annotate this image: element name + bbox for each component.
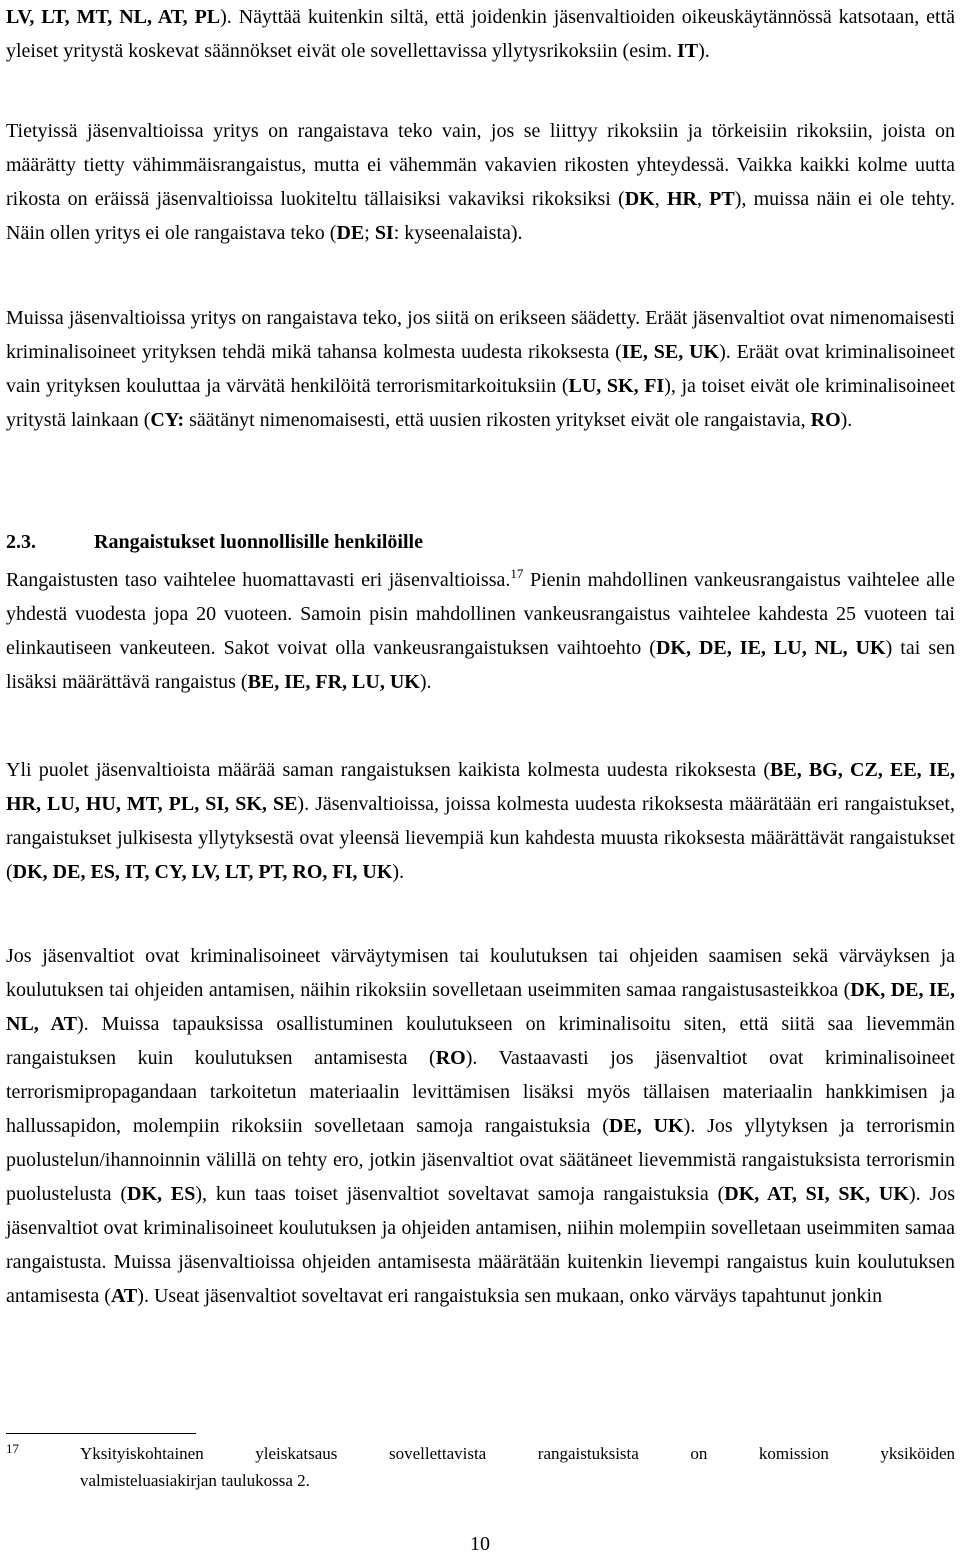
page-number: 10 [470,1533,490,1555]
text-run: ). Jäsenvaltioissa, joissa kolmesta uudesta rikoksesta määrätään eri rangaistukset, rangaistukset julkisesta yllytyksestä ovat yleensä lievempiä kun kahdesta muusta rikoksesta määrättävät rangaistukset ( [6,793,955,883]
text-run: ), ja toiset eivät ole kriminalisoineet yritystä lainkaan ( [6,375,955,431]
country-codes: AT [110,1285,138,1307]
footnote-mark: 17 [6,1441,19,1456]
text-run: ). Vastaavasti jos jäsenvaltiot ovat kriminalisoineet terrorismipropagandaan tarkoitetun materiaalin levittämisen lisäksi myös tällaisen materiaalin hankkimisen ja hallussapidon, molempiin rikoksiin sovelletaan samoja rangaistuksia ( [6,1047,955,1137]
text-run: ). Muissa tapauksissa osallistuminen koulutukseen on kriminalisoitu siten, että siitä saa lievemmän rangaistuksen kuin koulutuksen antamisesta ( [6,1013,955,1069]
footnote-separator [6,1433,196,1434]
text-run: ). [392,861,405,883]
country-codes: IT [677,40,699,62]
country-codes: RO [810,409,841,431]
text-run: ). [698,40,710,62]
country-codes: DK, DE, IE, NL, AT [6,979,955,1035]
text-run: ). [419,671,432,693]
country-codes: HR [666,188,697,210]
text-run: ). [840,409,853,431]
country-codes: LU, SK, FI [568,375,665,397]
paragraph-3 [6,301,955,437]
section-number: 2.3. [6,531,36,553]
country-codes: DE, UK [608,1115,684,1137]
text-run: ). Näyttää kuitenkin siltä, että joidenkin jäsenvaltioiden oikeuskäytännössä katsotaan, että yleiset yritystä koskevat säännökset eivät ole sovellettavissa yllytysrikoksiin (esim. [6,6,955,62]
section-heading [6,525,423,559]
footnote-reference: 17 [510,566,524,581]
section-title: Rangaistukset luonnollisille henkilöille [94,531,423,553]
text-run: Yli puolet jäsenvaltioista määrää saman rangaistuksen kaikista kolmesta uudesta rikoksesta ( [6,759,771,781]
country-codes: BE, IE, FR, LU, UK [247,671,420,693]
country-codes: DK, DE, IE, LU, NL, UK [655,637,886,659]
text-run: Muissa jäsenvaltioissa yritys on rangaistava teko, jos siitä on erikseen säädetty. Eräät jäsenvaltiot ovat nimenomaisesti kriminalisoineet yrityksen tehdä mikä tahansa kolmesta uudesta rikoksesta ( [6,307,955,363]
country-codes: DK, DE, ES, IT, CY, LV, LT, PT, RO, FI, UK [12,861,393,883]
text-run: Pienin mahdollinen vankeusrangaistus vaihtelee alle yhdestä vuodesta jopa 20 vuoteen. Samoin pisin mahdollinen vankeusrangaistus vaihtelee kahdesta 25 vuoteen tai elinkautiseen vankeuteen. Sakot voivat olla vankeusrangaistuksen vaihtoehto ( [6,569,955,659]
country-codes: BE, BG, CZ, EE, IE, HR, LU, HU, MT, PL, SI, SK, SE [6,759,955,815]
text-run: ). Jos yllytyksen ja terrorismin puolustelun/ihannoinnin välillä on tehty ero, jotkin jäsenvaltiot ovat säätäneet lievemmistä rangaistuksista terrorismin puolustelusta ( [6,1115,956,1205]
text-run: Jos jäsenvaltiot ovat kriminalisoineet värväytymisen tai koulutuksen tai ohjeiden saamisen sekä värväyksen ja koulutuksen tai ohjeiden antamisen, näihin rikoksiin sovelletaan useimmiten samaa rangaistusasteikkoa ( [6,945,955,1001]
text-run: ; [364,222,375,244]
country-codes: CY: [150,409,185,431]
country-codes: LV, LT, MT, NL, AT, PL [6,6,221,28]
paragraph-4 [6,563,955,699]
text-run: ). Jos jäsenvaltiot ovat kriminalisoineet koulutuksen ja ohjeiden antamisen, niihin molempiin sovelletaan useimmiten samaa rangaistusta. Muissa jäsenvaltioissa ohjeiden antamisesta määrätään kuitenkin lievempi rangaistus kuin koulutuksen antamisesta ( [6,1183,956,1307]
text-run: Rangaistusten taso vaihtelee huomattavasti eri jäsenvaltioissa. [6,569,511,591]
footnote-line-2: valmisteluasiakirjan taulukossa 2. [80,1471,310,1490]
text-run: säätänyt nimenomaisesti, että uusien rikosten yritykset eivät ole rangaistavia, [184,409,811,431]
country-codes: IE, SE, UK [621,341,720,363]
text-run: ). Eräät ovat kriminalisoineet vain yrityksen kouluttaa ja värvätä henkilöitä terrorismitarkoituksiin ( [6,341,955,397]
text-run: ) tai sen lisäksi määrättävä rangaistus ( [6,637,955,693]
country-codes: RO [435,1047,466,1069]
text-run: ), muissa näin ei ole tehty. Näin ollen yritys ei ole rangaistava teko ( [6,188,956,244]
country-codes: DK, ES [127,1183,196,1205]
country-codes: DE [336,222,365,244]
footnote-line-1: Yksityiskohtainen yleiskatsaus sovellettavista rangaistuksista on komission yksiköiden [80,1444,955,1463]
text-run: ), kun taas toiset jäsenvaltiot soveltavat samoja rangaistuksia ( [195,1183,725,1205]
footnote [6,1440,955,1494]
footnote-text [80,1440,955,1494]
text-run: ). Useat jäsenvaltiot soveltavat eri rangaistuksia sen mukaan, onko värväys tapahtunut jonkin [137,1285,883,1307]
paragraph-6 [6,939,955,1313]
paragraph-5 [6,753,955,889]
country-codes: DK, AT, SI, SK, UK [724,1183,909,1205]
text-run: , [654,188,667,210]
text-run: Tietyissä jäsenvaltioissa yritys on rangaistava teko vain, jos se liittyy rikoksiin ja törkeisiin rikoksiin, joista on määrätty tietty vähimmäisrangaistus, mutta ei vähemmän vakavien rikosten yhteydessä. Vaikka kaikki kolme uutta rikosta on eräissä jäsenvaltioissa luokiteltu tällaisiksi vakaviksi rikoksiksi ( [6,120,955,210]
paragraph-2 [6,114,955,250]
paragraph-1 [6,0,955,68]
text-run: , [696,188,710,210]
text-run: : kyseenalaista). [393,222,523,244]
country-codes: PT [709,188,735,210]
country-codes: DK [624,188,655,210]
country-codes: SI [374,222,394,244]
